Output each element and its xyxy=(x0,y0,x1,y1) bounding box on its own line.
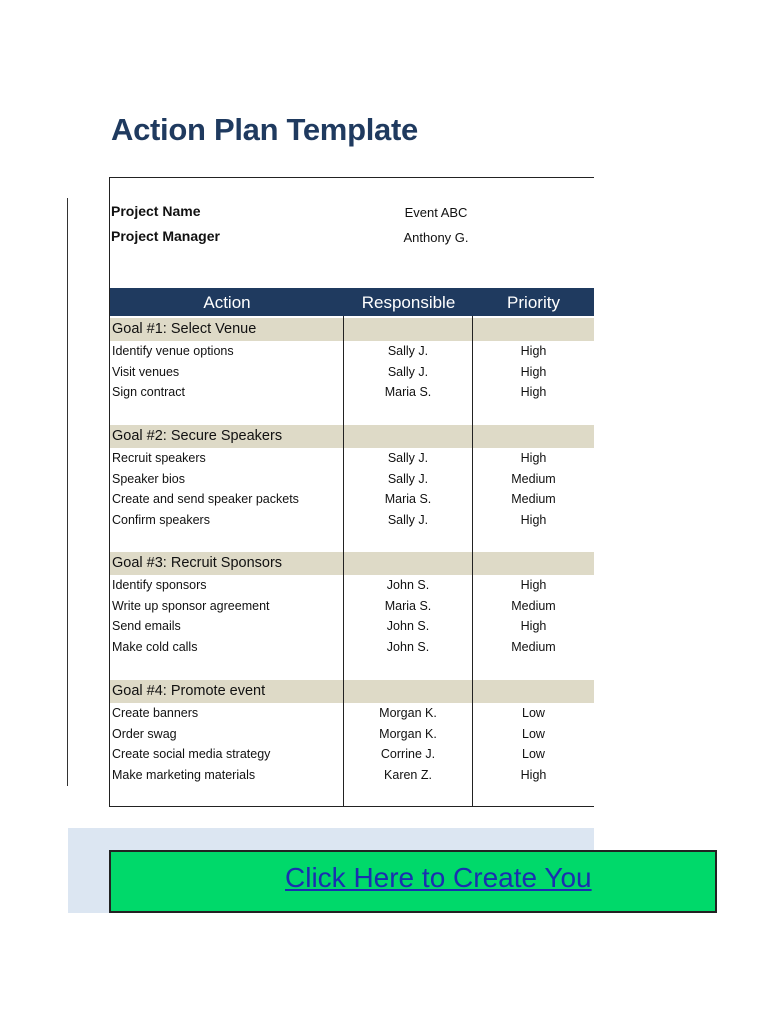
priority-cell: Low xyxy=(522,747,545,762)
priority-cell: High xyxy=(520,619,547,634)
responsible-cell: Morgan K. xyxy=(379,706,437,720)
table-row xyxy=(110,341,594,361)
responsible-cell: Corrine J. xyxy=(380,747,436,762)
table-header xyxy=(110,288,594,316)
column-divider xyxy=(343,316,344,807)
goal-band xyxy=(110,552,594,575)
table-row xyxy=(110,510,594,530)
goal-label: Goal #3: Recruit Sponsors xyxy=(112,555,283,571)
action-cell: Send emails xyxy=(112,619,181,634)
project-name-value: Event ABC xyxy=(404,205,468,220)
goal-band xyxy=(110,680,594,703)
responsible-cell: Maria S. xyxy=(384,492,432,507)
table-row xyxy=(110,448,594,468)
column-header-responsible: Responsible xyxy=(361,293,456,312)
responsible-cell: Morgan K. xyxy=(379,726,437,741)
action-cell: Create social media strategy xyxy=(112,747,271,762)
table-row xyxy=(110,637,594,657)
action-cell: Make marketing materials xyxy=(112,767,256,782)
action-cell: Write up sponsor agreement xyxy=(112,598,270,613)
action-cell: Sign contract xyxy=(112,385,185,400)
responsible-cell: John S. xyxy=(386,639,430,654)
table-row xyxy=(110,575,594,595)
goal-band xyxy=(110,318,594,341)
action-cell: Speaker bios xyxy=(112,471,185,486)
action-cell: Identify venue options xyxy=(112,344,234,358)
action-cell: Create banners xyxy=(112,706,199,720)
priority-cell: High xyxy=(520,385,547,400)
priority-cell: High xyxy=(520,578,547,592)
priority-cell: Medium xyxy=(511,492,556,507)
action-cell: Identify sponsors xyxy=(112,578,207,592)
action-cell: Order swag xyxy=(112,726,177,741)
goal-label: Goal #4: Promote event xyxy=(112,683,266,699)
create-plan-link[interactable]: Click Here to Create You xyxy=(285,862,592,893)
priority-cell: High xyxy=(520,344,547,358)
action-cell: Create and send speaker packets xyxy=(112,492,299,507)
priority-cell: Medium xyxy=(511,639,556,654)
responsible-cell: Karen Z. xyxy=(384,767,432,782)
priority-cell: High xyxy=(520,451,547,465)
priority-cell: Medium xyxy=(511,598,556,613)
table-row xyxy=(110,382,594,402)
responsible-cell: John S. xyxy=(386,619,430,634)
responsible-cell: Sally J. xyxy=(387,471,429,486)
responsible-cell: Sally J. xyxy=(387,512,429,527)
page-title: Action Plan Template xyxy=(111,112,418,147)
priority-cell: Low xyxy=(522,706,545,720)
goal-label: Goal #2: Secure Speakers xyxy=(112,428,283,444)
action-cell: Recruit speakers xyxy=(112,451,206,465)
column-header-action: Action xyxy=(203,293,251,312)
goal-band xyxy=(110,425,594,448)
margin-rule xyxy=(67,198,68,786)
table-row xyxy=(110,765,594,785)
action-cell: Make cold calls xyxy=(112,639,198,654)
responsible-cell: Maria S. xyxy=(384,385,432,400)
action-cell: Visit venues xyxy=(112,364,180,379)
table-row xyxy=(110,362,594,382)
table-row xyxy=(110,489,594,509)
project-manager-value: Anthony G. xyxy=(403,230,469,245)
responsible-cell: John S. xyxy=(386,578,430,592)
action-cell: Confirm speakers xyxy=(112,512,210,527)
project-manager-label: Project Manager xyxy=(111,228,220,244)
table-row xyxy=(110,596,594,616)
priority-cell: High xyxy=(520,364,547,379)
priority-cell: High xyxy=(520,767,547,782)
table-row xyxy=(110,744,594,764)
priority-cell: High xyxy=(520,512,547,527)
responsible-cell: Sally J. xyxy=(387,364,429,379)
priority-cell: Low xyxy=(522,726,545,741)
goal-label: Goal #1: Select Venue xyxy=(112,321,257,337)
column-divider xyxy=(472,316,473,807)
table-row xyxy=(110,616,594,636)
column-header-priority: Priority xyxy=(507,293,560,312)
project-name-label: Project Name xyxy=(111,203,201,219)
table-row xyxy=(110,724,594,744)
responsible-cell: Sally J. xyxy=(387,344,429,358)
priority-cell: Medium xyxy=(511,471,556,486)
table-row xyxy=(110,469,594,489)
responsible-cell: Sally J. xyxy=(387,451,429,465)
table-row xyxy=(110,703,594,723)
responsible-cell: Maria S. xyxy=(384,598,432,613)
